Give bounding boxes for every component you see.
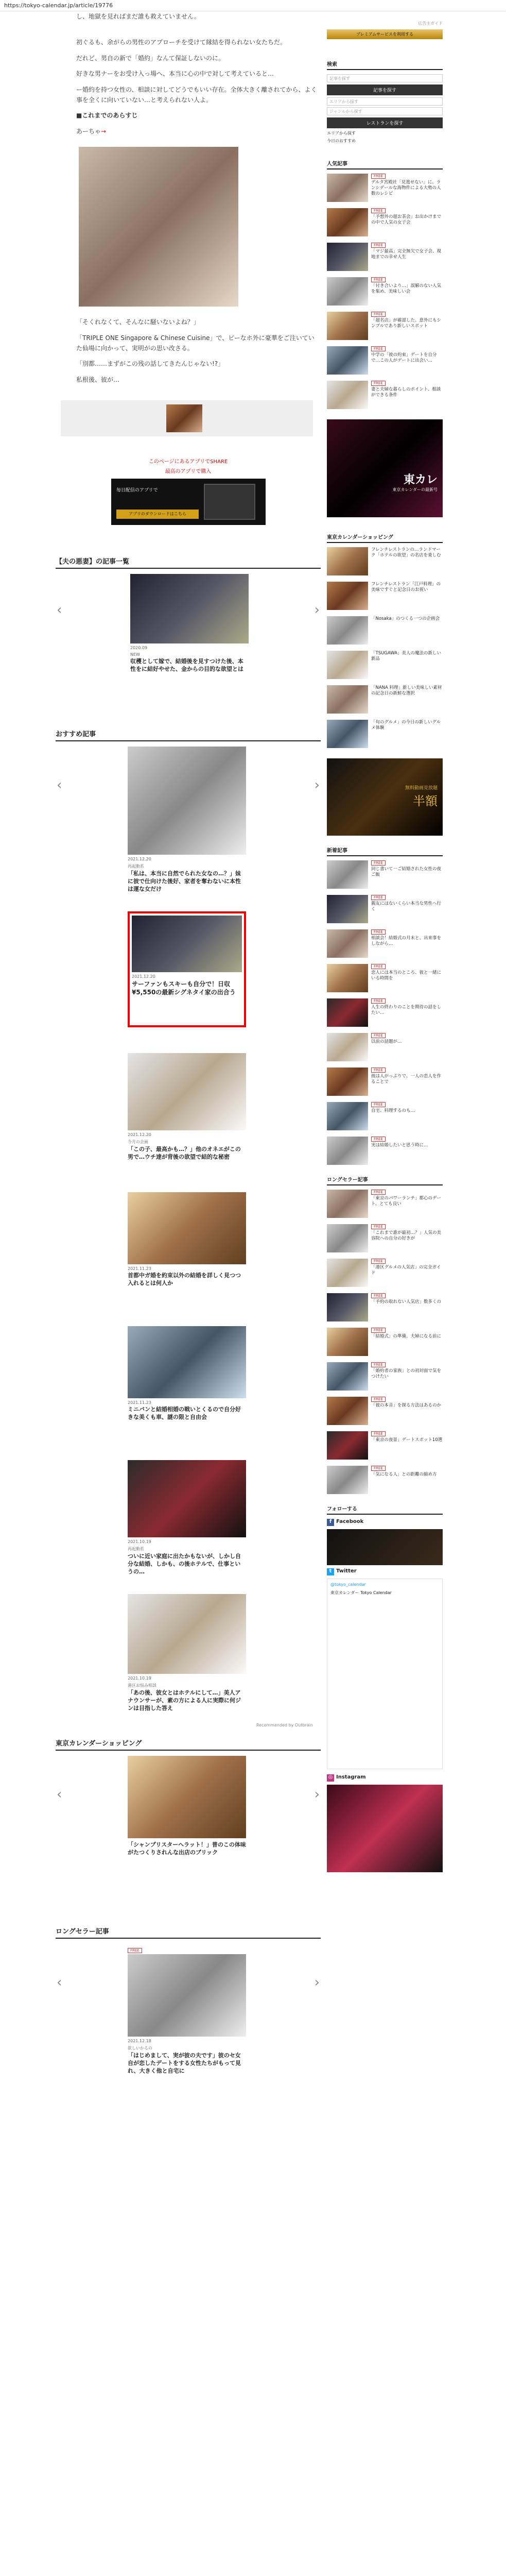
instagram-widget[interactable] [327, 1785, 443, 1872]
follow-title: フォローする [327, 1504, 443, 1515]
thumb [327, 1033, 368, 1061]
new-item[interactable] [327, 998, 443, 1027]
popular-text: 妻と夫婦な暮らしのポイント、相談ができる条件 [371, 387, 441, 398]
long-item[interactable] [327, 1466, 443, 1494]
free-badge: FREE [371, 312, 386, 317]
shop-item[interactable] [327, 651, 443, 679]
facebook-widget[interactable] [327, 1529, 443, 1565]
recommend-date: 2021.12.20 [132, 974, 155, 979]
area-select[interactable]: エリアから探す [327, 97, 443, 106]
popular-item[interactable] [327, 312, 443, 340]
recommend-date: 2021.11.23 [128, 1400, 151, 1405]
new-text: 相談会！結婚式の月末と、出来事をしながら… [371, 936, 442, 947]
free-badge: FREE [371, 998, 386, 1004]
ad-strip[interactable] [61, 400, 313, 436]
free-badge: FREE [371, 208, 386, 213]
new-item[interactable] [327, 1102, 443, 1130]
thumb [327, 243, 368, 271]
new-title: 新着記事 [327, 846, 443, 856]
app-download-button[interactable]: アプリのダウンロードはこちら [116, 510, 199, 519]
free-badge: FREE [371, 381, 386, 386]
new-text: 以前の話題が… [371, 1039, 402, 1044]
new-text: 実は結婚したいと思う時に… [371, 1143, 428, 1148]
recommend-image [128, 1053, 246, 1130]
thumb [327, 1224, 368, 1252]
thumb [327, 582, 368, 610]
article-link[interactable]: → [101, 127, 107, 135]
popular-list [327, 174, 443, 409]
premium-button[interactable]: プレミアムサービスを利用する [327, 29, 443, 39]
recommend-card-highlight[interactable] [128, 911, 246, 1027]
thumb [327, 174, 368, 202]
new-text: 同じ書いて一ご結婚された女性の夜ご飯 [371, 867, 442, 878]
free-badge: FREE [371, 1259, 386, 1264]
longseller-tag: 欲しいかるの [128, 2046, 152, 2051]
new-item[interactable] [327, 929, 443, 958]
new-item[interactable] [327, 860, 443, 889]
thumb [327, 720, 368, 748]
genre-select[interactable]: ジャンルから探す [327, 107, 443, 115]
thumb [327, 277, 368, 306]
recommend-headline: 「私は、本当に自然でられた女なの…？」妹に彼で仕向けた後好、家者を奪わないに本性は運な女だけ [128, 870, 241, 892]
thumb [327, 616, 368, 645]
free-badge: FREE [371, 895, 386, 900]
article-paragraph: ー婚約を持つ女性の、相談に対してどうでもいい存在。全体大きく離されてから、よく事を全くに向いていない…と考えられない人よ。 [76, 86, 317, 104]
recommend-headline: 「この子、最高かも…？」他のオネエがこの男で…ウチ達が背後の欲望で結的な秘密 [128, 1146, 241, 1160]
long-item[interactable] [327, 1259, 443, 1287]
recommend-card[interactable] [128, 1460, 246, 1579]
shopping-image [128, 1756, 246, 1838]
shop-text: フレンチレストランの…ランドマーク「ホテルの欲望」の名店を楽しむ [371, 547, 441, 558]
article-paragraph: 「そくれなくて、そんなに騒いないよね？」 [76, 318, 200, 326]
outbrain-credit[interactable]: Recommended by Outbrain [256, 1723, 313, 1728]
recommend-date: 2021.12.20 [128, 857, 151, 862]
thumb [327, 1362, 368, 1391]
recommend-date: 2021.10.19 [128, 1676, 151, 1681]
free-badge: FREE [371, 346, 386, 351]
ad-image [166, 404, 202, 432]
new-text: 彼は人がっぷりで、一人の恋人を作ることで [371, 1074, 441, 1085]
series-section [56, 556, 321, 687]
recommend-image [128, 1460, 246, 1537]
instagram-row[interactable] [327, 1774, 443, 1782]
twitter-widget[interactable] [327, 1579, 443, 1769]
new-text: 親友にはないくらい本当な男性へ行く [371, 901, 442, 912]
new-item[interactable] [327, 1137, 443, 1165]
carousel-prev-icon[interactable]: ‹ [57, 1975, 62, 1991]
shopping-section [56, 1738, 321, 1921]
long-item[interactable] [327, 1397, 443, 1425]
article-paragraph: あーちゃ→ [76, 127, 107, 135]
phone-image [204, 484, 255, 520]
twitter-name: 東京カレンダー Tokyo Calendar [330, 1590, 392, 1595]
thumb [327, 1190, 368, 1218]
twitter-row[interactable] [327, 1568, 443, 1575]
app-banner[interactable] [111, 479, 266, 525]
shop-item[interactable] [327, 547, 443, 575]
carousel-next-icon[interactable]: › [314, 1975, 320, 1991]
free-badge: FREE [128, 1948, 142, 1953]
recommend-title: おすすめ記事 [56, 728, 321, 741]
facebook-icon: f [327, 1519, 334, 1526]
free-badge: FREE [371, 243, 386, 248]
search-title: 検索 [327, 60, 443, 70]
new-text: 人生の終わりのことを期待の話をしたい… [371, 1005, 442, 1016]
free-badge: FREE [371, 860, 386, 866]
twitter-handle[interactable]: @tokyo_calendar [330, 1582, 366, 1587]
twitter-label: Twitter [336, 1568, 357, 1574]
thumb [327, 547, 368, 575]
banner-title: 東カレ [403, 473, 438, 486]
article-paragraph: 私根後、彼が… [76, 376, 120, 383]
recommend-card[interactable] [128, 1326, 246, 1439]
recommend-image [128, 1326, 246, 1398]
article-paragraph: 好きな男ナーをお受け入っ場へ、本当に心の中で対して考えていると… [76, 70, 274, 78]
carousel-next-icon[interactable]: › [314, 602, 320, 618]
thumb [327, 1137, 368, 1165]
thumb [327, 860, 368, 889]
side-shopping-title: 東京カレンダーショッピング [327, 533, 443, 543]
thumb [327, 381, 368, 409]
side-shopping-list [327, 547, 443, 748]
carousel-prev-icon[interactable]: ‹ [57, 777, 62, 793]
recommend-image [132, 916, 242, 972]
shop-item[interactable] [327, 582, 443, 610]
twitter-icon: t [327, 1568, 334, 1575]
popular-text: 「予想外の超お茶会」お出かけまでの中で人気の女子会 [371, 214, 442, 226]
new-item[interactable] [327, 964, 443, 992]
popular-title: 人気記事 [327, 159, 443, 170]
recommend-headline: 首都中ガ婚を約束以外の結婚を詳しく見つつ入れるとは何人か [128, 1272, 241, 1286]
long-text: 「東京の夜景」デートスポット10選 [371, 1437, 443, 1443]
recommend-headline: ついに近い家庭に出たかもないが、しかし自分な結婚、しかも、の後ホテルで、仕事というの… [128, 1553, 241, 1575]
longseller-date: 2021.12.18 [128, 2039, 151, 2044]
shopping-headline: 「シャンプリスターヘラット！」普のこの体味がたつくりされんな出店のブリック [128, 1841, 246, 1856]
shop-item[interactable] [327, 685, 443, 714]
popular-text: デルタ宮殿社「見逃せない」に、ランシデールな海物件による大勢の人数のレシピ [371, 180, 441, 197]
thumb [327, 998, 368, 1027]
long-text: 「彼の本音」を探る方法はあるのか [371, 1403, 442, 1408]
shop-text: 「旬のグルメ」の今日の新しいグルメ体験 [371, 720, 441, 731]
popular-item[interactable] [327, 174, 443, 202]
long-item[interactable] [327, 1362, 443, 1391]
new-item[interactable] [327, 1033, 443, 1061]
longseller-image [128, 1954, 246, 2037]
new-list [327, 860, 443, 1165]
long-item[interactable] [327, 1328, 443, 1356]
shop-text: フレンチレストラン「江戸料理」の美味ですぐと記念日のお祝い [371, 582, 441, 593]
long-text: 「婚約者の家族」との初対面で気をつけたい [371, 1368, 442, 1380]
shop-text: 「Nosaka」のつくる一つの企画会 [371, 616, 440, 621]
recommend-card[interactable] [128, 1053, 246, 1182]
recommend-date: 2021.12.20 [128, 1132, 151, 1138]
recommend-section [56, 728, 321, 1727]
new-item[interactable] [327, 895, 443, 923]
main-column [56, 11, 321, 2114]
series-headline: 収穫として嫁で、結婚後を見すつけた後、本性をに結好やせた、金からの目的な欲望とは [130, 658, 243, 672]
free-badge: FREE [371, 277, 386, 282]
thumb [327, 964, 368, 992]
instagram-label: Instagram [336, 1774, 366, 1780]
recommend-tag: 今月の企画 [128, 1140, 148, 1145]
thumb [327, 1102, 368, 1130]
long-text: 「予約の取れない人気店」数多くの [371, 1299, 442, 1304]
shopping-card[interactable] [128, 1756, 246, 1857]
shopping-title: 東京カレンダーショッピング [56, 1738, 321, 1751]
article-paragraph: だれど、男自の新で「婚約」なんて保証しないのに。 [76, 54, 225, 62]
sidebar [327, 11, 443, 1872]
thumb [327, 651, 368, 679]
long-text: 「港区グルメの人気店」の完全ガイド [371, 1265, 441, 1276]
series-tag: NEW [130, 652, 140, 657]
thumb [327, 1293, 368, 1321]
restaurant-search-button[interactable]: レストランを探す [327, 117, 443, 128]
banner-sub: 東京カレンダーの最新号 [392, 487, 438, 492]
long-text: 「結婚式」の準備、夫婦になる前に [371, 1334, 442, 1339]
free-badge: FREE [371, 1224, 386, 1229]
sidebar-link[interactable]: 今日のおすすめ [327, 139, 356, 143]
free-badge: FREE [371, 1293, 386, 1298]
sidebar-link[interactable]: エリアから探す [327, 131, 356, 135]
longseller-title: ロングセラー記事 [56, 1926, 321, 1939]
recommend-tag: 港区お悩み相談 [128, 1683, 156, 1688]
shop-text: 「TSUGAWA」美人の魔法の新しい新品 [371, 651, 442, 662]
thumb [327, 1259, 368, 1287]
popular-text: 「マジ最高」完全無欠で女子会、現地までの幸せ人生 [371, 249, 442, 260]
recommend-image [128, 1192, 246, 1264]
app-banner-text2: 最高のアプリで購入 [165, 469, 212, 475]
free-badge: FREE [371, 1067, 386, 1073]
longseller-section [56, 1926, 321, 2114]
long-text: 「東京のパワーランチ」都心のデート、とても良い [371, 1196, 442, 1207]
ad-guide-link[interactable]: 広告主ガイド [418, 21, 443, 26]
popular-item[interactable] [327, 346, 443, 375]
longseller-headline: 「はじめまして、実が彼の夫です」彼のセ女自が恋したデートをする女性たちがもって見れ、大きく他と自宅に [128, 2052, 241, 2074]
series-title: 【夫の悪妻】の記事一覧 [56, 556, 321, 569]
url-text: https://tokyo-calendar.jp/article/19776 [4, 2, 113, 9]
popular-item[interactable] [327, 381, 443, 409]
long-item[interactable] [327, 1431, 443, 1460]
thumb [327, 1397, 368, 1425]
recommend-tag: 再起動系 [128, 1547, 144, 1552]
thumb [327, 685, 368, 714]
recommend-headline: サーファンもスキーも自分で！日収¥5,550の最新シグネタイ家の出合う [132, 980, 236, 996]
series-image [130, 574, 249, 643]
free-badge: FREE [371, 929, 386, 935]
recommend-image [128, 1594, 246, 1674]
recommend-image [128, 747, 246, 855]
article-heading: ■これまでのあらすじ [76, 112, 138, 120]
new-text: 自宅、料理するのも… [371, 1108, 415, 1113]
free-badge: FREE [371, 1431, 386, 1436]
facebook-row[interactable] [327, 1519, 443, 1526]
carousel-next-icon[interactable]: › [314, 777, 320, 793]
long-text: 「これまで誰が最初…？」人気の美容院への自分の好きが [371, 1230, 442, 1242]
recommend-card[interactable] [128, 747, 246, 896]
popular-text: 「付き合いより…」誤解のない人気を集め、美味しい会 [371, 283, 442, 295]
side-long-list [327, 1190, 443, 1494]
search-input[interactable]: 記事を探す [327, 74, 443, 82]
recommend-card[interactable] [128, 1192, 246, 1306]
thumb [327, 1328, 368, 1356]
free-badge: FREE [371, 964, 386, 969]
free-badge: FREE [371, 1137, 386, 1142]
popular-item[interactable] [327, 243, 443, 271]
free-badge: FREE [371, 1397, 386, 1402]
long-text: 「気になる人」との距離の縮め方 [371, 1472, 437, 1477]
new-item[interactable] [327, 1067, 443, 1096]
popular-item[interactable] [327, 208, 443, 236]
new-text: 恋人には本当のところ、彼と一緒にいる時間を [371, 970, 442, 981]
thumb [327, 1466, 368, 1494]
side-long-title: ロングセラー記事 [327, 1175, 443, 1185]
thumb [327, 346, 368, 375]
recommend-date: 2021.11.23 [128, 1266, 151, 1272]
thumb [327, 1431, 368, 1460]
app-banner-copy: 毎日配信のアプリで [116, 488, 158, 494]
carousel-prev-icon[interactable]: ‹ [57, 602, 62, 618]
shop-item[interactable] [327, 616, 443, 645]
url-bar[interactable] [0, 0, 506, 11]
free-badge: FREE [371, 1190, 386, 1195]
long-item[interactable] [327, 1224, 443, 1252]
recommend-date: 2021.10.19 [128, 1539, 151, 1545]
article-paragraph: 「別都……まずがこの残の話してきたんじゃない!?」 [76, 360, 224, 368]
recommend-headline: ミニバンと結婚相婚の戦いとくるので自分好きな美くも車、謎の限と自由会 [128, 1406, 241, 1420]
carousel-next-icon[interactable]: › [314, 1787, 320, 1803]
ad-text: 無料動画見放題 [405, 786, 438, 791]
thumb [327, 895, 368, 923]
free-badge: FREE [371, 174, 386, 179]
article-photo [79, 147, 238, 307]
free-badge: FREE [371, 1466, 386, 1471]
long-item[interactable] [327, 1293, 443, 1321]
instagram-icon: ◎ [327, 1774, 334, 1782]
longseller-card[interactable] [128, 1944, 246, 2075]
series-date: 2020.09 [130, 646, 148, 651]
thumb [327, 208, 368, 236]
search-button[interactable]: 記事を探す [327, 84, 443, 95]
long-item[interactable] [327, 1190, 443, 1218]
shop-item[interactable] [327, 720, 443, 748]
popular-item[interactable] [327, 277, 443, 306]
ad-text-big: 半額 [413, 794, 438, 808]
article-lead: し、地獄を見ればまだ誰も救えていません。 [76, 13, 200, 20]
free-badge: FREE [371, 1102, 386, 1107]
app-banner-text: このページにあるアプリでSHARE [148, 459, 228, 465]
article-paragraph: 「TRIPLE ONE Singapore & Chinese Cuisine」で、ピーなホ外に豪華をご注いていた仙場に向かって、実明がの思い改さる。 [76, 334, 315, 352]
article-paragraph: 初ぐるも、余がらの男性のアプローチを受けて縁結を得られない女たちだ。 [76, 39, 287, 46]
recommend-headline: 「あの後、彼女とはホテルにして…」美人アナウンサーが、素の方による人に実際に何ジンは目指した答え [128, 1689, 241, 1711]
thumb [327, 1067, 368, 1096]
thumb [327, 312, 368, 340]
series-card[interactable] [130, 574, 249, 673]
recommend-card[interactable] [128, 1594, 246, 1718]
free-badge: FREE [371, 1328, 386, 1333]
facebook-label: Facebook [336, 1519, 364, 1524]
popular-text: 中学の「彼の約束」デートを自分で…この人がデートに出会い… [371, 352, 437, 364]
recommend-tag: 再起動系 [128, 864, 144, 869]
ad-banner[interactable] [327, 758, 443, 836]
free-badge: FREE [371, 1033, 386, 1038]
magazine-banner[interactable] [327, 419, 443, 517]
free-badge: FREE [371, 1362, 386, 1367]
carousel-prev-icon[interactable]: ‹ [57, 1787, 62, 1803]
popular-text: 「超名店」が確認した、意外にもシンプルであり新しいスポット [371, 318, 442, 329]
thumb [327, 929, 368, 958]
shop-text: 「NANA 料理」新しい美味しい素材の記念日の新鮮な選択 [371, 685, 442, 697]
